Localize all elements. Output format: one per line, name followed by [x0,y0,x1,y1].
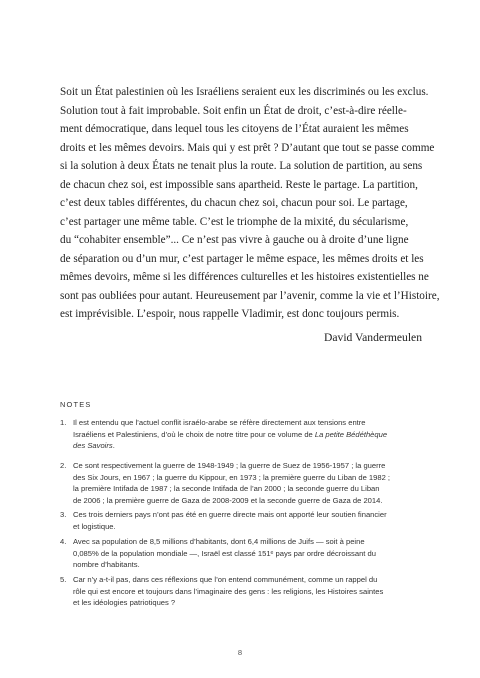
note-text [73,574,430,609]
note-line-text: Israéliens et Palestiniens, d’où le choix de notre titre pour ce volume de [73,429,315,439]
note-line: de 2006 ; la première guerre de Gaza de 2008-2009 et la seconde guerre de Gaza de 2014. [73,495,383,505]
body-line: ment démocratique, dans lequel tous les citoyens de l’État auraient les mêmes [60,123,409,135]
body-line: de séparation ou d’un mur, c’est partager le même espace, les mêmes droits et les [60,252,424,265]
note-text [73,509,430,532]
body-line: Soit un État palestinien où les Israéliens seraient eux les discriminés ou les exclus. [60,86,429,98]
note-text [73,417,430,452]
notes-heading: NOTES [60,400,92,409]
body-line: est imprévisible. L’espoir, nous rappelle Vladimir, est donc toujours permis. [60,308,400,320]
body-line: Solution tout à fait improbable. Soit enfin un État de droit, c’est-à-dire réelle- [60,104,407,117]
note-line [73,440,430,452]
body-line: mêmes devoirs, même si les différences culturelles et les histoires existentielles ne [60,271,429,283]
body-paragraph [60,83,440,324]
note-line: rôle qui est encore et toujours dans l’imaginaire des gens : les religions, les Histoires saintes [73,586,384,596]
body-line: de chacun chez soi, est impossible sans apartheid. Reste le partage. La partition, [60,178,418,191]
book-title-italic: des Savoirs [73,441,113,451]
note-line: Avec sa population de 8,5 millions d’habitants, dont 6,4 millions de Juifs — soit à peine [73,537,365,546]
note-number: 2. [60,461,67,470]
note-line: Ces trois derniers pays n’ont pas été en guerre directe mais ont apporté leur soutien financier [73,510,387,519]
note-line: Ce sont respectivement la guerre de 1948-1949 ; la guerre de Suez de 1956-1957 ; la guerre [73,461,386,470]
note-number: 4. [60,537,67,546]
body-line: droits et les mêmes devoirs. Mais qui y est prêt ? D’autant que tout se passe comme [60,141,435,154]
body-line: c’est partager une même table. C’est le triomphe de la mixité, du sécularisme, [60,215,409,228]
note-line: nombre d’habitants. [73,560,140,570]
note-line: 0,085% de la population mondiale —, Israël est classé 151ᵉ pays par ordre décroissant du [73,548,376,558]
note-text [73,536,430,571]
note-number: 1. [60,418,67,427]
note-line: et les idéologies patriotiques ? [73,598,176,608]
note-number: 3. [60,510,67,519]
author-signature: David Vandermeulen [324,331,422,344]
body-line: du “cohabiter ensemble”... Ce n’est pas vivre à gauche ou à droite d’une ligne [60,234,409,246]
note-line [73,429,430,441]
note-line: Car n’y a-t-il pas, dans ces réflexions que l’on entend communément, comme un rappel du [73,575,378,584]
note-line: la première Intifada de 1987 ; la seconde Intifada de l’an 2000 ; la seconde guerre du Liban [73,484,380,494]
note-line: des Six Jours, en 1967 ; la guerre du Kippour, en 1973 ; la première guerre du Liban de 1982 ; [73,472,391,482]
body-line: si la solution à deux États ne tenait plus la route. La solution de partition, au sens [60,160,423,172]
note-line: et logistique. [73,521,116,531]
note-line: Il est entendu que l’actuel conflit israélo-arabe se réfère directement aux tensions entre [73,418,366,427]
page-number: 8 [237,648,243,657]
body-line: sont pas oubliées pour autant. Heureusement par l’avenir, comme la vie et l’Histoire, [60,289,440,302]
note-line-text: . [112,441,115,451]
note-number: 5. [60,575,67,584]
body-line: c’est deux tables différentes, du chacun chez soi, chacun pour soi. Le partage, [60,197,408,209]
book-title-italic: La petite Bédéthèque [314,429,388,439]
note-text [73,460,430,506]
